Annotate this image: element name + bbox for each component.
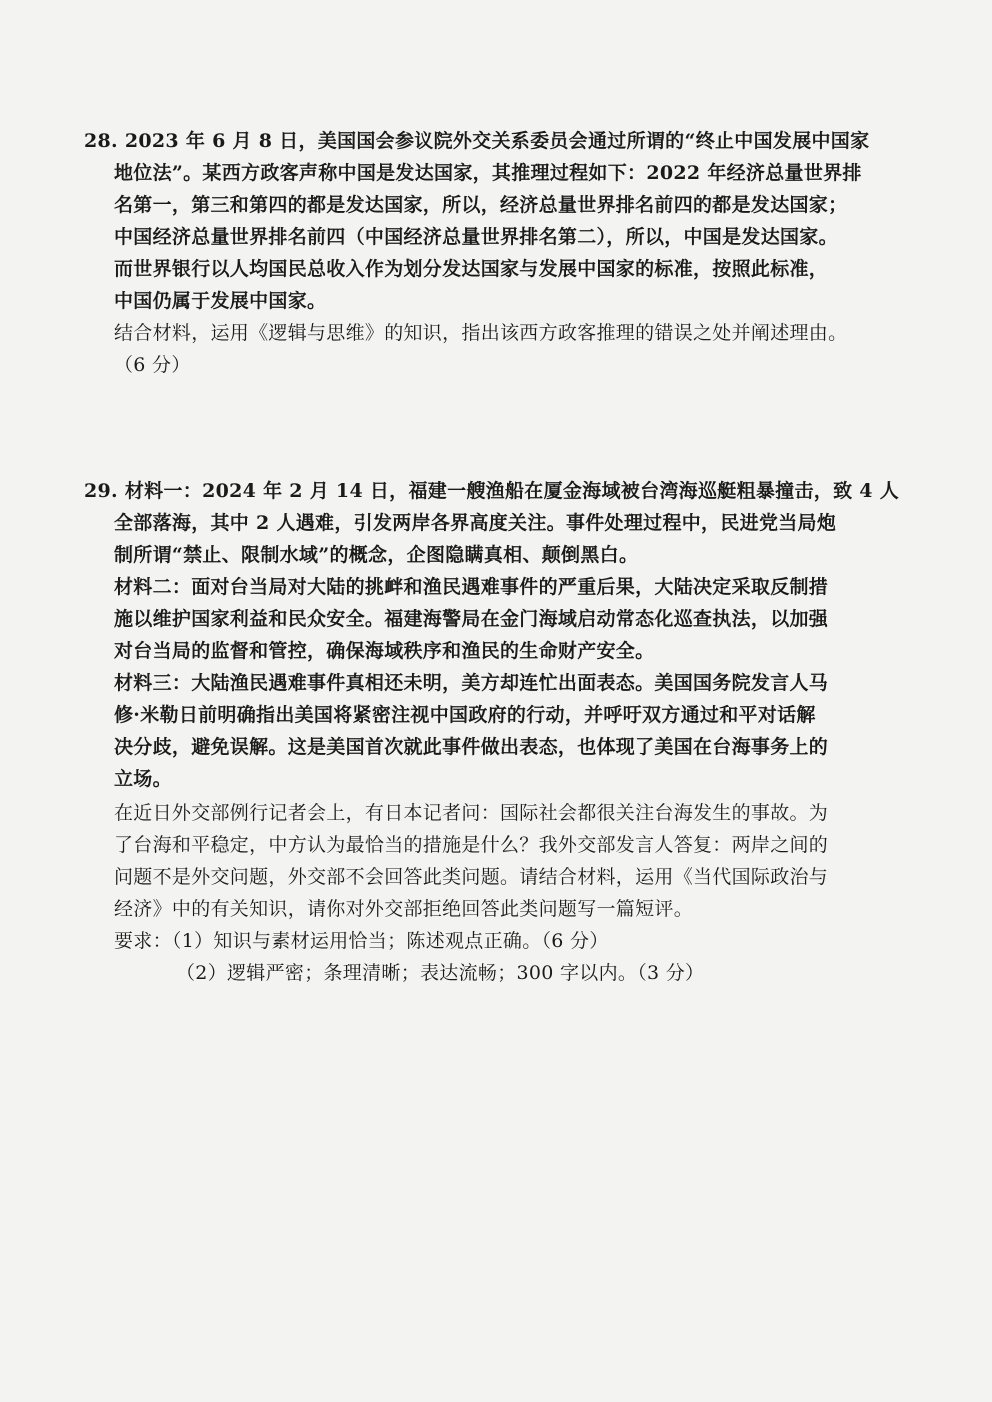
q29-material-1-line-1: 29. 材料一：2024 年 2 月 14 日，福建一艘渔船在厦金海域被台湾海巡艇粗暴撞击，致 4 人	[84, 480, 900, 502]
q29-material-1-line-2: 全部落海，其中 2 人遇难，引发两岸各界高度关注。事件处理过程中，民进党当局炮	[114, 512, 837, 534]
q29-requirement-1: 要求：（1）知识与素材运用恰当；陈述观点正确。（6 分）	[114, 930, 609, 952]
q29-material-2-line-2: 施以维护国家利益和民众安全。福建海警局在金门海域启动常态化巡查执法，以加强	[114, 608, 829, 630]
q28-line-4: 中国经济总量世界排名前四（中国经济总量世界排名第二），所以，中国是发达国家。	[114, 226, 838, 248]
q29-material-3-line-3: 决分歧，避免误解。这是美国首次就此事件做出表态，也体现了美国在台海事务上的	[114, 736, 829, 758]
q29-material-1-line-3: 制所谓“禁止、限制水域”的概念，企图隐瞒真相、颠倒黑白。	[114, 544, 639, 566]
q29-material-3-line-2: 修·米勒日前明确指出美国将紧密注视中国政府的行动，并呼吁双方通过和平对话解	[114, 704, 816, 726]
q29-task-line-1: 在近日外交部例行记者会上，有日本记者问：国际社会都很关注台海发生的事故。为	[114, 802, 829, 824]
q28-line-3: 名第一，第三和第四的都是发达国家，所以，经济总量世界排名前四的都是发达国家；	[114, 194, 848, 216]
q28-line-5: 而世界银行以人均国民总收入作为划分发达国家与发展中国家的标准，按照此标准，	[114, 258, 829, 280]
q29-material-3-line-4: 立场。	[114, 768, 172, 790]
q29-requirement-2: （2）逻辑严密；条理清晰；表达流畅；300 字以内。（3 分）	[176, 962, 705, 984]
q28-task: 结合材料，运用《逻辑与思维》的知识，指出该西方政客推理的错误之处并阐述理由。	[114, 322, 848, 344]
q29-material-2-line-3: 对台当局的监督和管控，确保海域秩序和渔民的生命财产安全。	[114, 640, 655, 662]
q28-line-1: 28. 2023 年 6 月 8 日，美国国会参议院外交关系委员会通过所谓的“终止中国发展中国家	[84, 130, 870, 152]
q29-task-line-3: 问题不是外交问题，外交部不会回答此类问题。请结合材料，运用《当代国际政治与	[114, 866, 829, 888]
q29-material-2-line-1: 材料二：面对台当局对大陆的挑衅和渔民遇难事件的严重后果，大陆决定采取反制措	[114, 576, 829, 598]
q28-score: （6 分）	[114, 354, 191, 376]
q28-line-2: 地位法”。某西方政客声称中国是发达国家，其推理过程如下：2022 年经济总量世界排	[114, 162, 862, 184]
q29-material-3-line-1: 材料三：大陆渔民遇难事件真相还未明，美方却连忙出面表态。美国国务院发言人马	[114, 672, 829, 694]
q29-task-line-4: 经济》中的有关知识，请你对外交部拒绝回答此类问题写一篇短评。	[114, 898, 694, 920]
q28-line-6: 中国仍属于发展中国家。	[114, 290, 327, 312]
q29-task-line-2: 了台海和平稳定，中方认为最恰当的措施是什么？我外交部发言人答复：两岸之间的	[114, 834, 829, 856]
